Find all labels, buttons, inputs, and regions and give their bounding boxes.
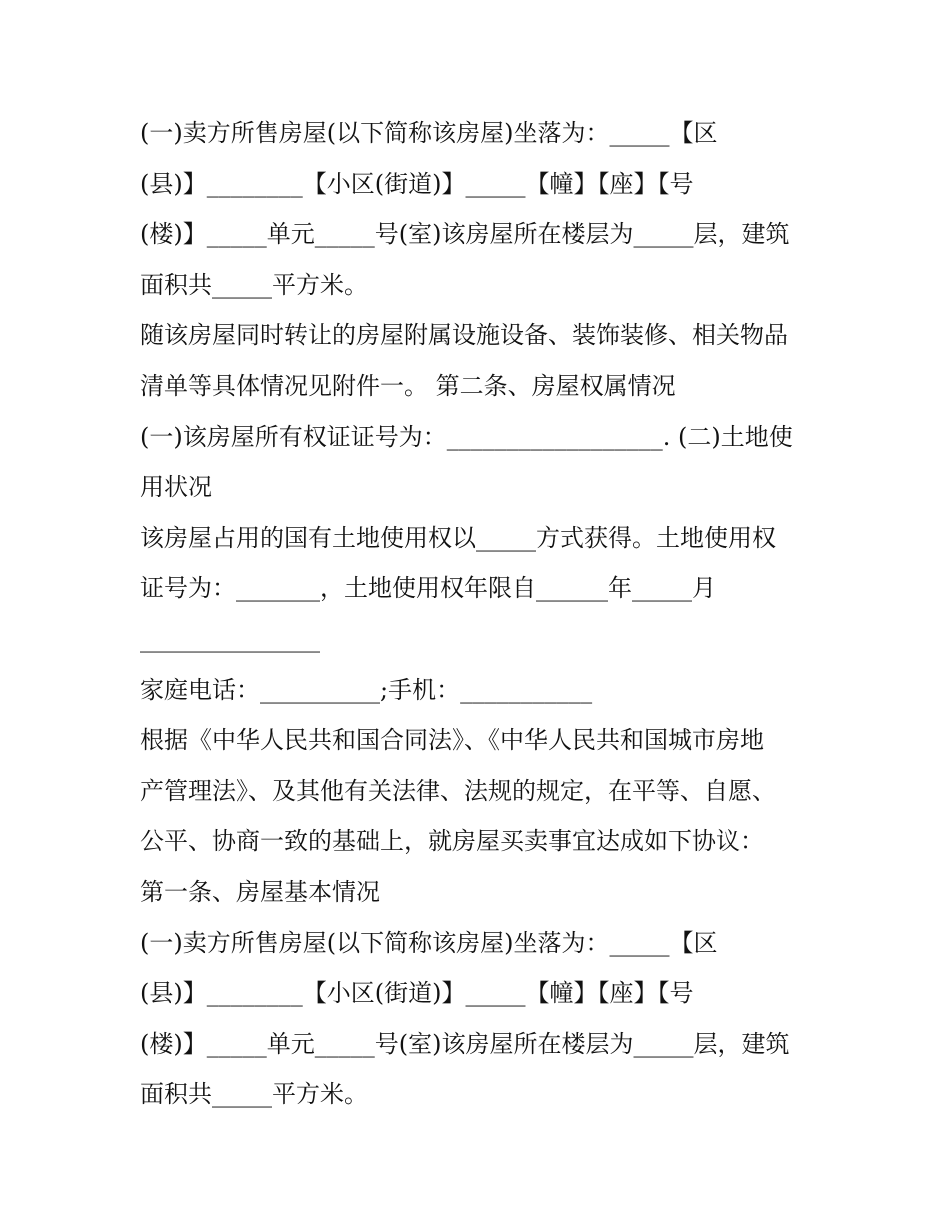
text-line: 随该房屋同时转让的房屋附属设施设备、装饰装修、相关物品 <box>140 321 788 350</box>
text-line: 公平、协商一致的基础上，就房屋买卖事宜达成如下协议： <box>140 827 764 856</box>
text-line: 该房屋占用的国有土地使用权以_____方式获得。土地使用权 <box>140 523 776 552</box>
text-line: 产管理法》、及其他有关法律、法规的规定，在平等、自愿、 <box>140 776 776 805</box>
text-line: (县)】________【小区(街道)】_____【幢】【座】【号 <box>140 169 694 198</box>
text-line: 面积共_____平方米。 <box>140 1080 368 1109</box>
text-line: (一)该房屋所有权证证号为：__________________. (二)土地使 <box>140 422 793 451</box>
text-line: (楼)】_____单元_____号(室)该房屋所在楼层为_____层，建筑 <box>140 220 790 249</box>
text-line: 用状况 <box>140 473 212 502</box>
text-line: _______________ <box>140 624 320 653</box>
text-line: 清单等具体情况见附件一。 第二条、房屋权属情况 <box>140 371 676 400</box>
text-line: 根据《中华人民共和国合同法》、《中华人民共和国城市房地 <box>140 726 764 755</box>
text-line: (县)】________【小区(街道)】_____【幢】【座】【号 <box>140 979 694 1008</box>
text-line: 面积共_____平方米。 <box>140 270 368 299</box>
text-line: (一)卖方所售房屋(以下简称该房屋)坐落为：_____【区 <box>140 119 718 147</box>
text-line: (楼)】_____单元_____号(室)该房屋所在楼层为_____层，建筑 <box>140 1029 790 1058</box>
document-body <box>140 108 820 1120</box>
text-line: 证号为：_______，土地使用权年限自______年_____月 <box>140 574 716 603</box>
text-line: (一)卖方所售房屋(以下简称该房屋)坐落为：_____【区 <box>140 928 718 957</box>
text-line: 家庭电话：__________;手机：___________ <box>140 675 593 704</box>
text-line: 第一条、房屋基本情况 <box>140 877 380 906</box>
